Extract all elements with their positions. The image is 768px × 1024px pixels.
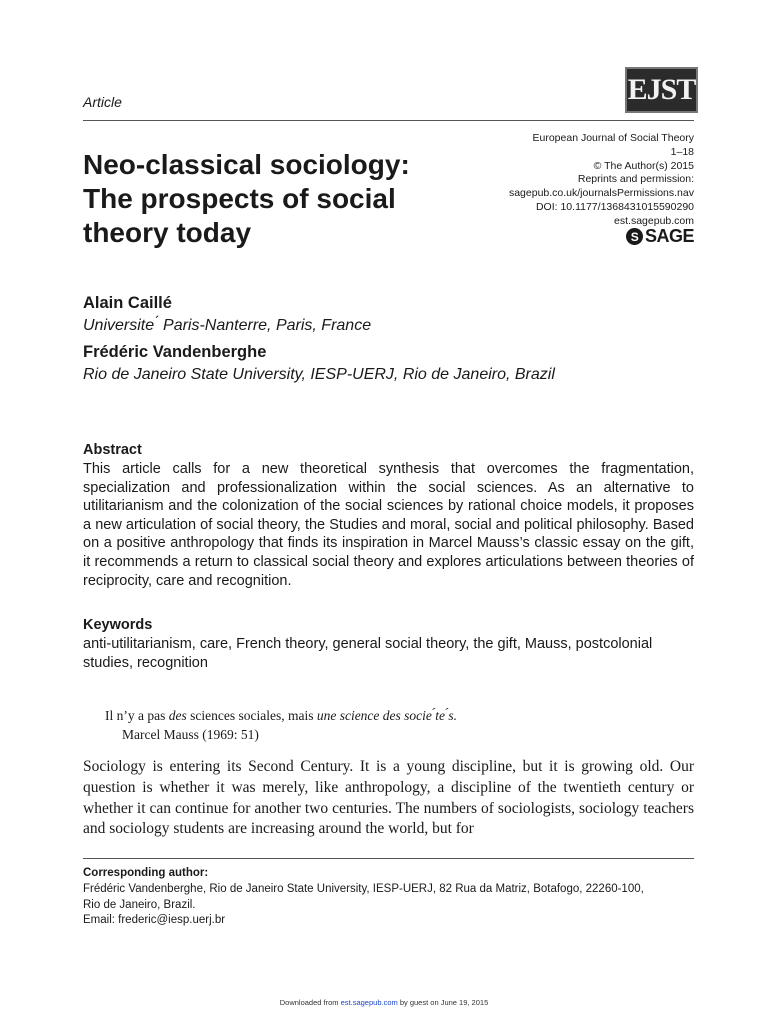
abstract-text: This article calls for a new theoretical synthesis that overcomes the fragmentation, specialization and professionalization within the social sciences. As an alternative to utilitarianism and the colonization of the social sciences by rational choice models, it proposes a new articulation of social theory, the Studies and moral, social and political philosophy. Based on a positive anthropology that finds its inspiration in Marcel Mauss’s classic essay on the gift, it recommends a return to classical social theory and explores articulations between theories of reciprocity, care and recognition.	[83, 461, 694, 589]
corresponding-address: Rio de Janeiro, Brazil.	[83, 898, 196, 911]
abstract-heading: Abstract	[83, 442, 142, 458]
article-type-label: Article	[83, 94, 122, 110]
reprints-label: Reprints and permission:	[577, 173, 694, 186]
publisher-logo	[626, 226, 694, 247]
corresponding-email[interactable]: Email: frederic@iesp.uerj.br	[83, 914, 226, 927]
author-affiliation: Universite ́ Paris-Nanterre, Paris, France	[83, 317, 372, 334]
page-range: 1–18	[670, 145, 694, 158]
title-line: theory today	[83, 217, 252, 248]
keywords-text: anti-utilitarianism, care, French theory, general social theory, the gift, Mauss, postcolonial studies, recognition	[83, 636, 653, 671]
footer-site-link[interactable]: est.sagepub.com	[340, 998, 398, 1007]
corresponding-heading: Corresponding author:	[83, 867, 209, 879]
epigraph	[105, 706, 457, 744]
header-divider	[83, 120, 694, 121]
download-footer	[0, 998, 768, 1007]
body-paragraph: Sociology is entering its Second Century. It is a young discipline, but it is growing old. Our question is whether it was merely, like anthropology, a discipline of the twentieth century or whether it can continue for another two centuries. The numbers of sociologists, sociology teachers and sociology students are increasing around the world, but for	[83, 758, 694, 838]
journal-name: European Journal of Social Theory	[532, 132, 694, 144]
corresponding-author	[83, 866, 694, 929]
epigraph-part: Il n’y a pas	[105, 708, 169, 723]
title-line: The prospects of social	[83, 183, 396, 214]
epigraph-part: sciences sociales, mais	[186, 708, 317, 723]
author-name: Alain Caillé	[83, 294, 172, 312]
article-title	[83, 148, 483, 250]
epigraph-emphasis: une science des socie ́te ́s.	[316, 708, 458, 723]
publisher-name: SAGE	[644, 226, 694, 246]
doi[interactable]: DOI: 10.1177/1368431015590290	[535, 200, 694, 213]
journal-site-link[interactable]: est.sagepub.com	[614, 214, 694, 227]
footnote-divider	[83, 858, 694, 859]
epigraph-text	[105, 706, 457, 725]
corresponding-address: Frédéric Vandenberghe, Rio de Janeiro State University, IESP-UERJ, 82 Rua da Matriz, Botafogo, 22260-100,	[83, 882, 644, 895]
keywords-heading: Keywords	[83, 617, 153, 633]
epigraph-emphasis: des	[168, 708, 187, 723]
footer-suffix: by guest on June 19, 2015	[397, 998, 489, 1007]
author-name: Frédéric Vandenberghe	[83, 343, 267, 361]
copyright: © The Author(s) 2015	[593, 159, 694, 172]
title-line: Neo-classical sociology:	[83, 149, 410, 180]
journal-logo: EJST	[625, 67, 698, 113]
sage-icon: S	[626, 228, 643, 245]
permissions-link[interactable]: sagepub.co.uk/journalsPermissions.nav	[508, 187, 694, 200]
footer-prefix: Downloaded from	[279, 998, 341, 1007]
journal-meta	[509, 132, 694, 229]
author-affiliation: Rio de Janeiro State University, IESP-UERJ, Rio de Janeiro, Brazil	[83, 366, 555, 383]
epigraph-attribution: Marcel Mauss (1969: 51)	[122, 727, 259, 742]
